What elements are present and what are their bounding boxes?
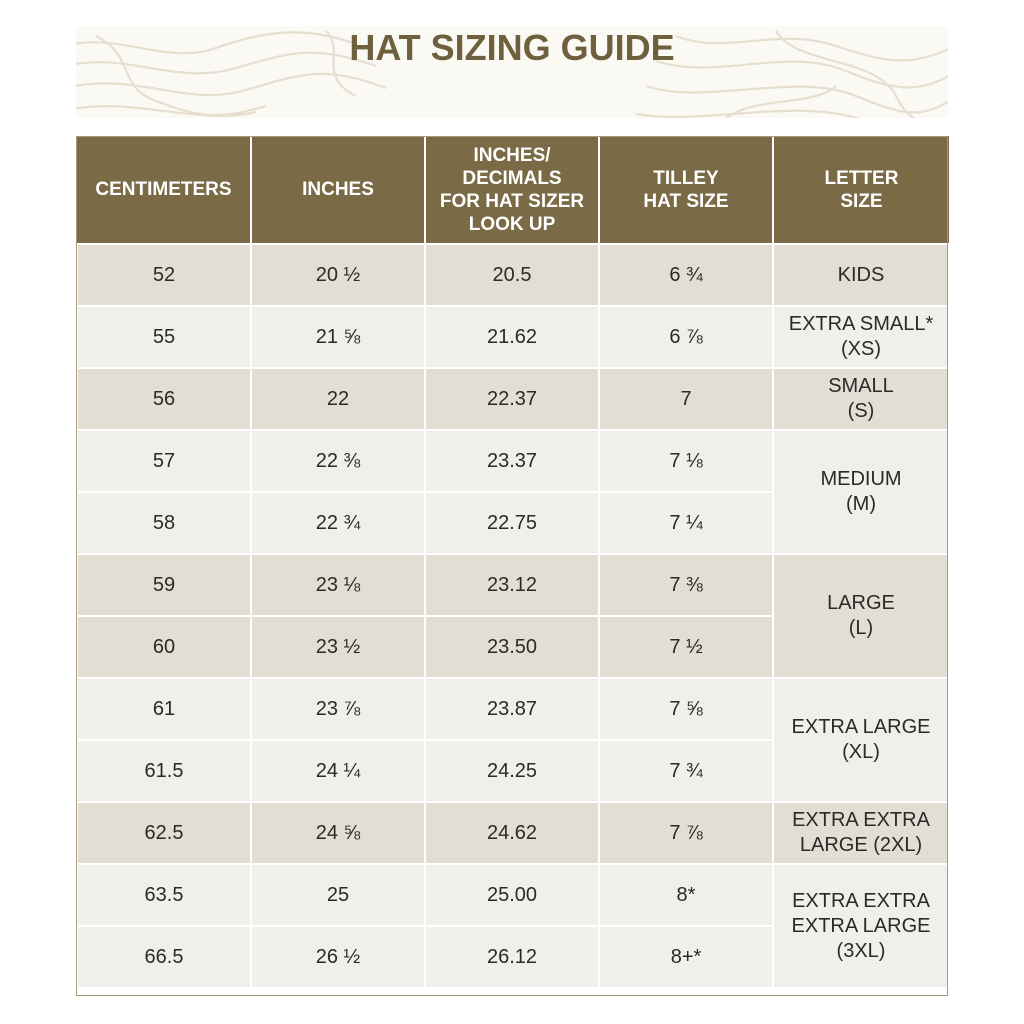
cell-tilley-size: 7 ⅜ (599, 554, 773, 616)
cell-tilley-size: 7 (599, 368, 773, 430)
cell-letter-size: SMALL (S) (773, 368, 949, 430)
cell-inches: 22 ¾ (251, 492, 425, 554)
cell-tilley-size: 7 ⅛ (599, 430, 773, 492)
cell-tilley-size: 7 ¾ (599, 740, 773, 802)
cell-centimeters: 59 (77, 554, 251, 616)
cell-decimal: 22.75 (425, 492, 599, 554)
header-centimeters: CENTIMETERS (77, 136, 251, 244)
cell-centimeters: 57 (77, 430, 251, 492)
cell-decimal: 23.50 (425, 616, 599, 678)
header-inches: INCHES (251, 136, 425, 244)
cell-centimeters: 52 (77, 244, 251, 306)
cell-decimal: 24.25 (425, 740, 599, 802)
cell-centimeters: 63.5 (77, 864, 251, 926)
table-row (77, 306, 949, 368)
cell-letter-size: EXTRA LARGE (XL) (773, 678, 949, 802)
cell-tilley-size: 7 ⅝ (599, 678, 773, 740)
cell-tilley-size: 7 ⅞ (599, 802, 773, 864)
table-row (77, 864, 949, 926)
cell-inches: 23 ½ (251, 616, 425, 678)
page-title: HAT SIZING GUIDE (349, 27, 675, 68)
header-letter-size: LETTER SIZE (773, 136, 949, 244)
cell-decimal: 23.12 (425, 554, 599, 616)
cell-inches: 24 ¼ (251, 740, 425, 802)
cell-inches: 22 (251, 368, 425, 430)
cell-inches: 25 (251, 864, 425, 926)
cell-inches: 23 ⅞ (251, 678, 425, 740)
cell-decimal: 23.87 (425, 678, 599, 740)
header-row (77, 136, 949, 244)
cell-letter-size: LARGE (L) (773, 554, 949, 678)
cell-centimeters: 61.5 (77, 740, 251, 802)
cell-tilley-size: 8* (599, 864, 773, 926)
table-row (77, 430, 949, 492)
cell-decimal: 20.5 (425, 244, 599, 306)
cell-centimeters: 60 (77, 616, 251, 678)
table-row (77, 554, 949, 616)
cell-inches: 22 ⅜ (251, 430, 425, 492)
cell-tilley-size: 6 ⅞ (599, 306, 773, 368)
cell-tilley-size: 6 ¾ (599, 244, 773, 306)
table-row (77, 244, 949, 306)
table-row (77, 802, 949, 864)
cell-inches: 26 ½ (251, 926, 425, 988)
cell-centimeters: 55 (77, 306, 251, 368)
cell-centimeters: 58 (77, 492, 251, 554)
table-body (77, 244, 949, 988)
cell-centimeters: 61 (77, 678, 251, 740)
cell-centimeters: 66.5 (77, 926, 251, 988)
table-row (77, 678, 949, 740)
cell-decimal: 24.62 (425, 802, 599, 864)
cell-decimal: 22.37 (425, 368, 599, 430)
cell-tilley-size: 7 ½ (599, 616, 773, 678)
cell-letter-size: EXTRA SMALL* (XS) (773, 306, 949, 368)
cell-letter-size: MEDIUM (M) (773, 430, 949, 554)
cell-centimeters: 62.5 (77, 802, 251, 864)
cell-decimal: 26.12 (425, 926, 599, 988)
cell-decimal: 23.37 (425, 430, 599, 492)
cell-letter-size: KIDS (773, 244, 949, 306)
cell-tilley-size: 7 ¼ (599, 492, 773, 554)
header-tilley-hat-size: TILLEY HAT SIZE (599, 136, 773, 244)
cell-decimal: 25.00 (425, 864, 599, 926)
cell-tilley-size: 8+* (599, 926, 773, 988)
header-inches-decimals: INCHES/ DECIMALS FOR HAT SIZER LOOK UP (425, 136, 599, 244)
cell-inches: 23 ⅛ (251, 554, 425, 616)
cell-letter-size: EXTRA EXTRA LARGE (2XL) (773, 802, 949, 864)
cell-decimal: 21.62 (425, 306, 599, 368)
hat-size-table (76, 136, 950, 989)
cell-inches: 24 ⅝ (251, 802, 425, 864)
table-row (77, 368, 949, 430)
cell-letter-size: EXTRA EXTRA EXTRA LARGE (3XL) (773, 864, 949, 988)
cell-centimeters: 56 (77, 368, 251, 430)
cell-inches: 20 ½ (251, 244, 425, 306)
cell-inches: 21 ⅝ (251, 306, 425, 368)
